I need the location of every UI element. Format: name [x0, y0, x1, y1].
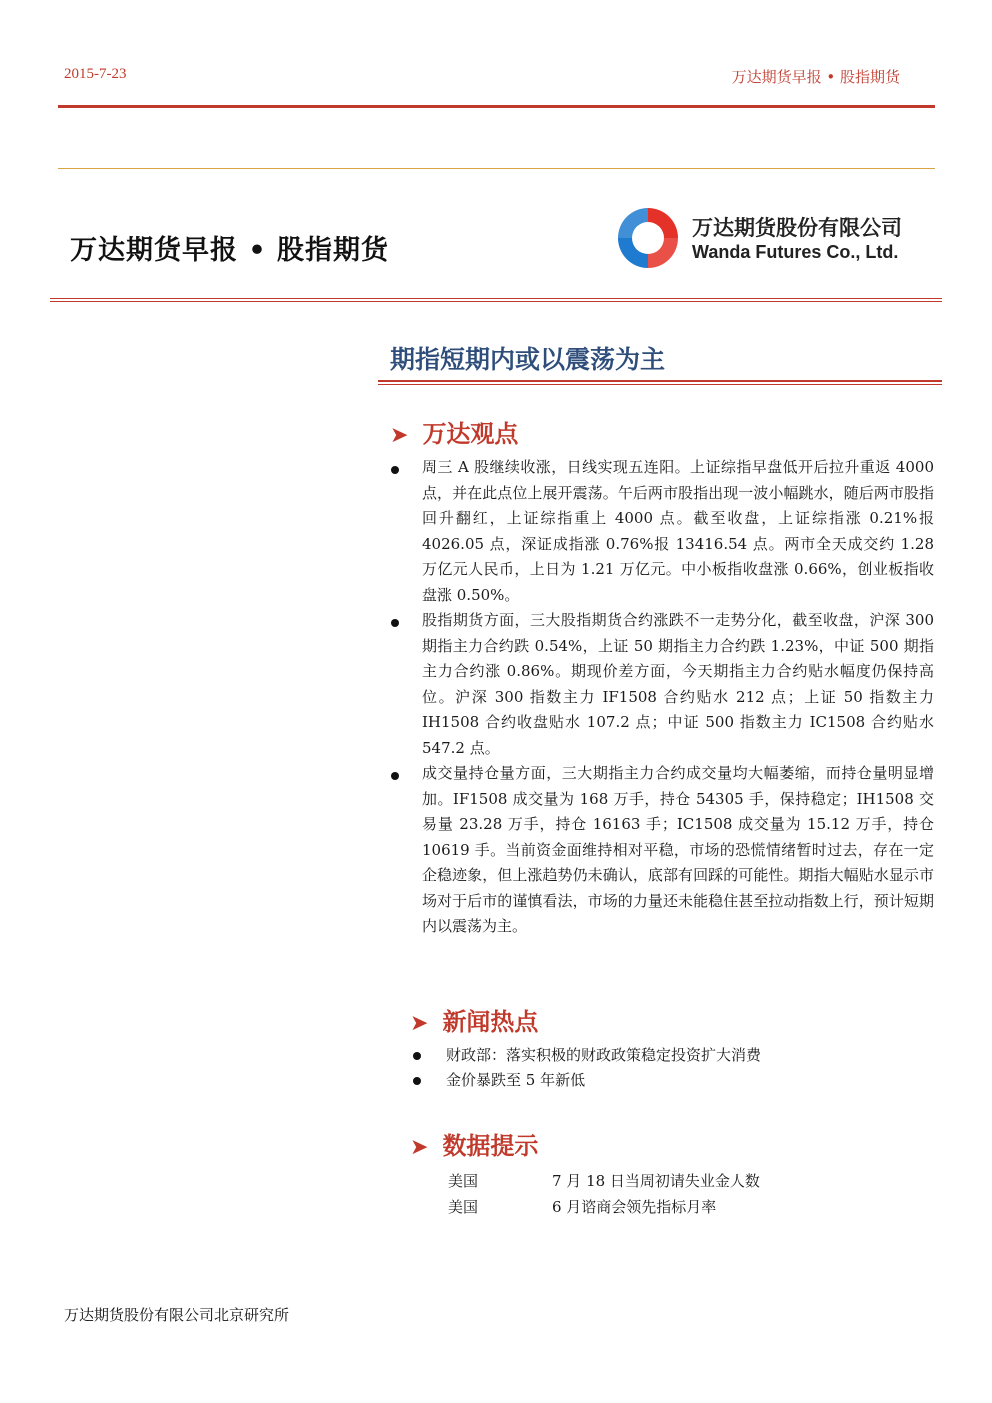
data-indicator: 7 月 18 日当周初请失业金人数 — [552, 1172, 760, 1190]
footer-org: 万达期货股份有限公司北京研究所 — [64, 1306, 290, 1324]
data-country: 美国 — [448, 1198, 479, 1216]
subtitle-divider-bottom — [378, 384, 942, 385]
report-subtitle: 期指短期内或以震荡为主 — [390, 345, 666, 374]
section-heading-news — [410, 1002, 538, 1037]
gold-divider — [58, 168, 935, 169]
logo-name-cn: 万达期货股份有限公司 — [692, 216, 902, 240]
logo-name-en: Wanda Futures Co., Ltd. — [692, 242, 899, 262]
news-item: 金价暴跌至 5 年新低 — [446, 1071, 586, 1089]
bullet-icon — [413, 1052, 421, 1060]
section-heading-view-label: 万达观点 — [422, 420, 519, 448]
report-date: 2015-7-23 — [64, 66, 127, 82]
header-series-title: 万达期货早报 • 股指期货 — [731, 68, 900, 86]
data-indicator: 6 月谘商会领先指标月率 — [552, 1198, 717, 1216]
wanda-logo-icon — [614, 204, 682, 272]
view-paragraph-1: 周三 A 股继续收涨，日线实现五连阳。上证综指早盘低开后拉升重返 4000 点，并在此点位上展开震荡。午后两市股指出现一波小幅跳水，随后两市股指回升翻红，上证综指重上 4000 点。截至收盘，上证综指涨 0.21%报 4026.05 点，深证成指涨 0.76%报 13416.54 点。两市全天成交约 1.28 万亿元人民币，上日为 1.21 万亿元。中小板指收盘涨 0.66%，创业板指收盘涨 0.50%。 — [422, 458, 934, 604]
arrow-icon: ➤ — [410, 1011, 429, 1036]
title-divider-top — [50, 298, 942, 299]
title-divider-bottom — [50, 301, 942, 302]
view-paragraph-2: 股指期货方面，三大股指期货合约涨跌不一走势分化，截至收盘，沪深 300 期指主力合约跌 0.54%，上证 50 期指主力合约跌 1.23%，中证 500 期指主力合约涨 0.86%。期现价差方面，今天期指主力合约贴水幅度仍保持高位。沪深 300 指数主力 IF1508 合约贴水 212 点；上证 50 指数主力 IH1508 合约收盘贴水 107.2 点；中证 500 指数主力 IC1508 合约贴水 547.2 点。 — [422, 611, 934, 757]
subtitle-divider-top — [378, 380, 942, 382]
arrow-icon: ➤ — [390, 423, 409, 448]
section-heading-view — [390, 414, 518, 449]
bullet-icon — [413, 1077, 421, 1085]
data-country: 美国 — [448, 1172, 479, 1190]
bullet-icon — [391, 619, 399, 627]
page-title: 万达期货早报 • 股指期货 — [70, 235, 390, 266]
news-item: 财政部：落实积极的财政政策稳定投资扩大消费 — [446, 1046, 762, 1064]
view-paragraph-3: 成交量持仓量方面，三大期指主力合约成交量均大幅萎缩，而持仓量明显增加。IF1508 成交量为 168 万手，持仓 54305 手，保持稳定；IH1508 交易量 23.28 万手，持仓 16163 手；IC1508 成交量为 15.12 万手，持仓 10619 手。当前资金面维持相对平稳，市场的恐慌情绪暂时过去，存在一定企稳迹象，但上涨趋势仍未确认，底部有回踩的可能性。期指大幅贴水显示市场对于后市的谨慎看法，市场的力量还未能稳住甚至拉动指数上行，预计短期内以震荡为主。 — [422, 764, 934, 935]
section-heading-data — [410, 1126, 538, 1161]
bullet-icon — [391, 772, 399, 780]
company-logo — [614, 204, 934, 272]
arrow-icon: ➤ — [410, 1135, 429, 1160]
section-heading-news-label: 新闻热点 — [442, 1008, 539, 1036]
section-heading-data-label: 数据提示 — [442, 1132, 539, 1160]
bullet-icon — [391, 466, 399, 474]
header-divider — [58, 105, 935, 108]
